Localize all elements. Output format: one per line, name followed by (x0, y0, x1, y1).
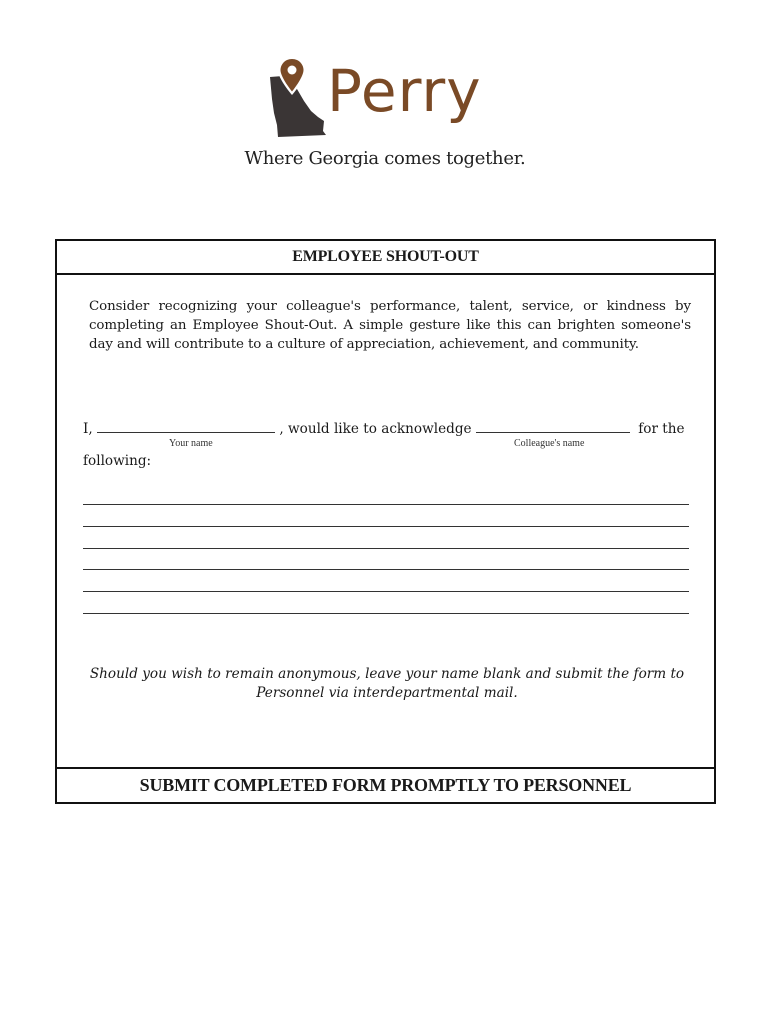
following-label: following: (83, 453, 152, 469)
ack-prefix: I, (83, 421, 93, 437)
your-name-field[interactable] (97, 420, 275, 433)
shout-out-form (55, 239, 716, 804)
your-name-caption: Your name (169, 438, 213, 449)
submit-instruction: SUBMIT COMPLETED FORM PROMPTLY TO PERSONNEL (57, 767, 714, 802)
acknowledgement-line (83, 420, 695, 437)
response-line[interactable] (83, 569, 689, 570)
response-line[interactable] (83, 526, 689, 527)
colleague-name-field[interactable] (476, 420, 630, 433)
ack-suffix: for the (638, 421, 685, 437)
form-title: EMPLOYEE SHOUT-OUT (57, 241, 714, 275)
anonymous-note: Should you wish to remain anonymous, leave your name blank and submit the form to Personnel via interdepartmental mail. (89, 666, 685, 701)
brand-name: Perry (327, 57, 482, 125)
ack-middle: , would like to acknowledge (279, 421, 472, 437)
response-line[interactable] (83, 548, 689, 549)
tagline: Where Georgia comes together. (244, 148, 526, 169)
intro-text: Consider recognizing your colleague's performance, talent, service, or kindness by completing an Employee Shout-Out. A simple gesture like this can brighten someone's day and will contribute to a culture of appreciation, achievement, and community. (89, 299, 691, 352)
response-line[interactable] (83, 591, 689, 592)
response-lines[interactable] (83, 504, 689, 635)
response-line[interactable] (83, 504, 689, 505)
colleague-name-caption: Colleague's name (514, 438, 585, 449)
response-line[interactable] (83, 613, 689, 614)
georgia-state-icon (266, 55, 336, 145)
